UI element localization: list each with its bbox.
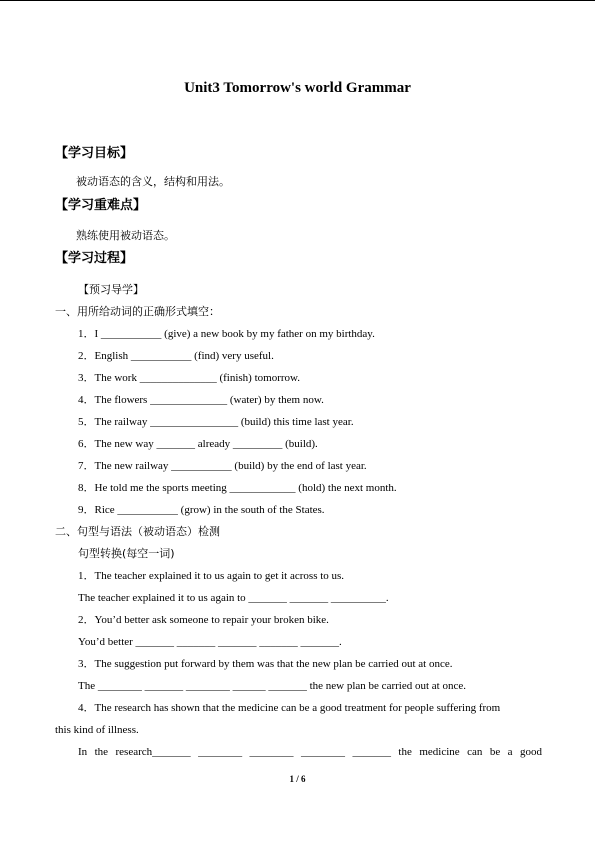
part2-line: In the research_______ ________ ________ ________ _______ the medicine can be a good [78,746,542,758]
part2-line: 3．The suggestion put forward by them was that the new plan be carried out at once. [78,658,453,670]
part2-line: The ________ _______ ________ ______ _______ the new plan be carried out at once. [78,680,466,692]
part1-heading: 一、用所给动词的正确形式填空： [55,305,220,318]
part2-line: this kind of illness. [55,724,139,736]
part1-item: 2．English ___________ (find) very useful. [78,350,274,362]
part1-item: 1．I ___________ (give) a new book by my father on my birthday. [78,328,375,340]
part1-item: 6．The new way _______ already _________ (build). [78,438,318,450]
part2-line: The teacher explained it to us again to _______ _______ __________. [78,592,389,604]
part2-line: 1．The teacher explained it to us again to get it across to us. [78,570,345,582]
part2-line: 2．You’d better ask someone to repair your broken bike. [78,614,329,626]
part1-item: 4．The flowers ______________ (water) by them now. [78,394,324,406]
key-points-text: 熟练使用被动语态。 [76,229,175,242]
process-heading: 【学习过程】 [55,251,134,266]
part2-heading: 二、句型与语法（被动语态）检测 [55,525,220,538]
part2-subheading: 句型转换(每空一词) [78,547,175,560]
key-points-heading: 【学习重难点】 [55,198,147,213]
part1-item: 7．The new railway ___________ (build) by the end of last year. [78,460,367,472]
part1-item: 8．He told me the sports meeting ____________ (hold) the next month. [78,482,397,494]
preview-label: 【预习导学】 [78,283,144,296]
top-rule [0,0,595,1]
part2-line: You’d better _______ _______ _______ _______ _______. [78,636,342,648]
part1-item: 9．Rice ___________ (grow) in the south of the States. [78,504,325,516]
objectives-heading: 【学习目标】 [55,146,134,161]
part1-item: 5．The railway ________________ (build) this time last year. [78,416,354,428]
page-number: 1 / 6 [289,774,306,784]
part2-line: 4．The research has shown that the medicine can be a good treatment for people suffering from [78,702,501,714]
part1-item: 3．The work ______________ (finish) tomorrow. [78,372,301,384]
objectives-text: 被动语态的含义，结构和用法。 [76,175,230,188]
page-title: Unit3 Tomorrow's world Grammar [184,80,411,96]
